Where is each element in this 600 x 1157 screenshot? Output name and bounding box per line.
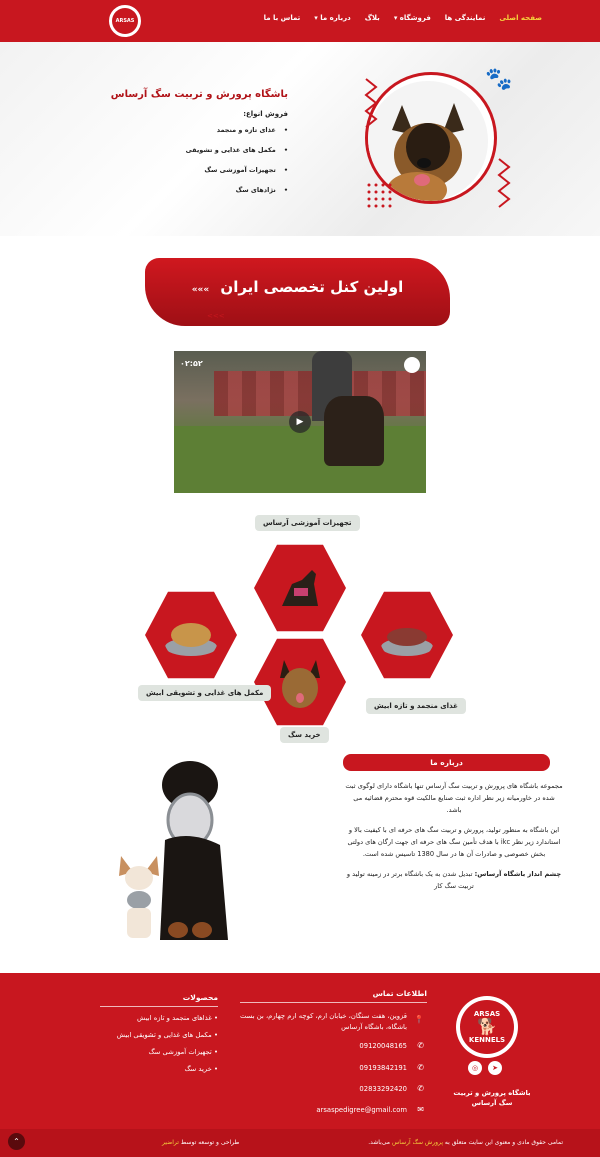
banner-title-text: اولین کنل تخصصی ایران — [220, 278, 404, 296]
copyright-prefix: تمامی حقوق مادی و معنوی این سایت متعلق به — [444, 1139, 563, 1146]
hero-subtitle: فروش انواع: — [243, 110, 288, 118]
dog-harness-image — [272, 560, 328, 616]
vision-text: تبدیل شدن به یک باشگاه برتر در زمینه تولید و تربیت سگ کار — [346, 870, 474, 890]
about-text — [345, 780, 563, 900]
video-duration: ۰۲:۵۲ — [180, 359, 203, 368]
banner-arrows: »»» — [191, 285, 210, 295]
footer-product-label: غذاهای منجمد و تازه ابیش — [137, 1014, 212, 1022]
phone-icon: ✆ — [417, 1063, 424, 1072]
footer-product-label: خرید سگ — [184, 1065, 212, 1073]
about-paragraph-3 — [345, 868, 563, 892]
frozen-food-hex[interactable] — [361, 589, 453, 681]
treats-bowl-image — [163, 607, 219, 663]
list-item: • تجهیزات آموزشی سگ — [186, 166, 288, 174]
footer-logo-top: ARSAS — [473, 1010, 501, 1018]
nav-about[interactable]: درباره ما ▾ — [314, 14, 351, 22]
designer-prefix: طراحی و توسعه توسط — [180, 1139, 240, 1146]
products-heading: محصولات — [182, 993, 218, 1002]
footer-product-label: مکمل های غذایی و تشویقی ابیش — [116, 1031, 212, 1039]
video-grass — [174, 426, 426, 493]
designer-link[interactable]: تراضیر — [162, 1139, 179, 1146]
copyright-link[interactable]: پرورش سگ آرساس — [391, 1139, 443, 1146]
footer-logo[interactable] — [456, 996, 518, 1058]
equipment-label[interactable]: تجهیزات آموزشی آرساس — [255, 515, 360, 531]
dog-head-icon: 🐕 — [477, 1017, 497, 1036]
list-item: • مکمل های غذایی و تشویقی — [186, 146, 288, 154]
zigzag-decor — [495, 157, 515, 217]
nav-home[interactable]: صفحه اصلی — [499, 14, 542, 22]
nav-contact[interactable]: تماس با ما — [263, 14, 301, 22]
footer-phone-3[interactable]: 02833292420 — [359, 1085, 407, 1093]
vision-label: چشم انداز باشگاه آرساس: — [474, 870, 562, 878]
promo-video[interactable] — [174, 351, 426, 493]
about-paragraph-2: این باشگاه به منظور تولید، پرورش و تربیت سگ های حرفه ای با کیفیت بالا و استاندارد زیر نظر ikc با هدف تأمین سگ های حرفه ای جهت ارگان های دولتی بخش خصوصی و صادرات آن ها در سال 1380 تاسیس شده است. — [347, 826, 561, 858]
contact-divider — [240, 1002, 427, 1003]
nav-shop[interactable]: فروشگاه ▾ — [393, 14, 431, 22]
site-logo[interactable] — [109, 5, 141, 37]
footer-email[interactable]: arsaspedigree@gmail.com — [316, 1106, 407, 1114]
list-item: • غذای تازه و منجمد — [186, 126, 288, 134]
frozen-food-label[interactable]: غذای منجمد و تازه ابیش — [366, 698, 466, 714]
footer-product-3[interactable]: • تجهیزات آموزشی سگ — [148, 1048, 218, 1056]
footer-product-1[interactable]: • غذاهای منجمد و تازه ابیش — [137, 1014, 218, 1022]
paw-icon: 🐾 — [485, 67, 513, 92]
phone-icon: ✆ — [417, 1041, 424, 1050]
telegram-icon[interactable]: ➤ — [488, 1061, 502, 1075]
location-icon: 📍 — [414, 1015, 424, 1024]
about-heading: درباره ما — [343, 754, 550, 771]
footer-logo-badge — [460, 1000, 514, 1054]
footer-product-4[interactable]: • خرید سگ — [184, 1065, 218, 1073]
contact-heading: اطلاعات تماس — [372, 989, 427, 998]
buy-dog-hex[interactable] — [254, 636, 346, 728]
hero-section — [0, 42, 600, 236]
buy-dog-label[interactable]: خرید سگ — [280, 727, 329, 743]
footer-bottom-bar — [0, 1129, 600, 1157]
phone-icon: ✆ — [417, 1084, 424, 1093]
food-bowl-image — [379, 607, 435, 663]
footer-product-2[interactable]: • مکمل های غذایی و تشویقی ابیش — [116, 1031, 218, 1039]
footer-logo-bottom: KENNELS — [468, 1036, 506, 1044]
footer-address: قزوین، هفت سنگان، خیابان ارم، کوچه ارم چهارم، بن بست باشگاه، باشگاه آرساس — [239, 1012, 407, 1031]
hero-title: باشگاه پرورش و تربیت سگ آرساس — [110, 89, 288, 100]
site-footer — [0, 973, 600, 1129]
play-icon[interactable]: ▶ — [289, 411, 311, 433]
banner-dots: >>> — [207, 312, 225, 320]
hero-list — [186, 126, 288, 206]
scroll-top-icon[interactable]: ⌃ — [8, 1133, 25, 1150]
footer-product-label: تجهیزات آموزشی سگ — [148, 1048, 212, 1056]
main-nav — [264, 14, 542, 22]
designer-credit — [162, 1139, 239, 1146]
supplements-hex[interactable] — [145, 589, 237, 681]
footer-brand: باشگاه پرورش و تربیت سگ آرساس — [453, 1089, 531, 1107]
video-channel-logo — [404, 357, 420, 373]
nav-agencies[interactable]: نمایندگی ها — [444, 14, 486, 22]
supplements-label[interactable]: مکمل های غذایی و تشویقی ابیش — [138, 685, 271, 701]
video-dog — [324, 396, 384, 466]
shepherd-puppy-image — [272, 654, 328, 710]
zigzag-decor — [362, 77, 380, 137]
copyright-text — [368, 1139, 563, 1146]
nav-blog[interactable]: بلاگ — [364, 14, 380, 22]
email-icon: ✉ — [417, 1105, 424, 1114]
dots-decor — [366, 182, 396, 212]
footer-phone-1[interactable]: 09120048165 — [359, 1042, 407, 1050]
copyright-suffix: می‌باشد. — [368, 1139, 391, 1146]
banner-title — [145, 278, 450, 296]
footer-phone-2[interactable]: 09193842191 — [359, 1064, 407, 1072]
chihuahua-image — [115, 850, 163, 940]
kennel-banner — [145, 258, 450, 326]
about-paragraph-1: مجموعه باشگاه های پرورش و تربیت سگ آرساس تنها باشگاه دارای لوگوی ثبت شده در خاورمیانه زیر نظر اداره ثبت صنایع مالکیت قوه محترم قضائیه می باشد. — [345, 782, 563, 814]
site-header — [0, 0, 600, 42]
instagram-icon[interactable]: ◎ — [468, 1061, 482, 1075]
products-divider — [100, 1006, 218, 1007]
list-item: • نژادهای سگ — [186, 186, 288, 194]
logo-text: ARSAS — [112, 8, 138, 34]
equipment-hex[interactable] — [254, 542, 346, 634]
